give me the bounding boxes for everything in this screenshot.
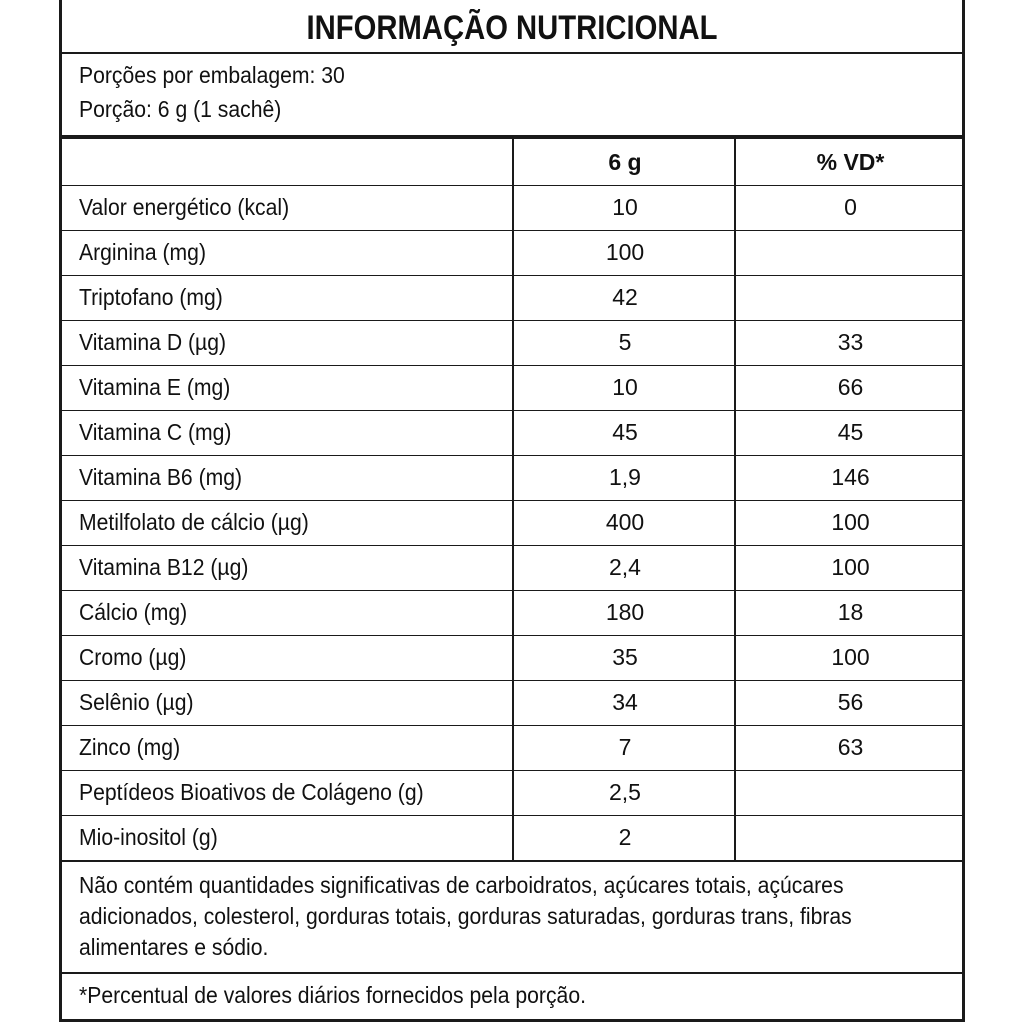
nutrient-name: Vitamina D (µg) bbox=[79, 329, 227, 355]
nutrient-daily-value: 100 bbox=[831, 554, 870, 580]
nutrient-amount: 42 bbox=[612, 284, 638, 310]
nutrient-amount: 2,4 bbox=[609, 554, 641, 580]
nutrient-daily-value: 45 bbox=[837, 419, 864, 445]
nutrient-amount: 5 bbox=[618, 329, 632, 355]
nutrient-name: Selênio (µg) bbox=[79, 689, 194, 715]
nutrient-amount: 2,5 bbox=[609, 779, 641, 805]
nutrient-name: Peptídeos Bioativos de Colágeno (g) bbox=[79, 779, 424, 805]
nutrient-daily-value: 66 bbox=[837, 374, 864, 400]
nutrient-daily-value: 100 bbox=[831, 509, 870, 535]
footnote-divider bbox=[62, 972, 962, 974]
nutrient-name: Valor energético (kcal) bbox=[79, 194, 290, 220]
nutrient-daily-value bbox=[736, 770, 965, 815]
serving-size: Porção: 6 g (1 sachê) bbox=[79, 96, 282, 122]
nutrient-daily-value: 0 bbox=[844, 194, 857, 220]
nutrient-name: Triptofano (mg) bbox=[79, 284, 223, 310]
servings-per-package: Porções por embalagem: 30 bbox=[79, 62, 345, 88]
nutrient-amount: 2 bbox=[618, 824, 632, 850]
nutrient-amount: 7 bbox=[618, 734, 632, 760]
nutrient-name: Vitamina B6 (mg) bbox=[79, 464, 243, 490]
nutrient-daily-value bbox=[736, 230, 965, 275]
nutrient-name: Metilfolato de cálcio (µg) bbox=[79, 509, 309, 535]
nutrient-daily-value: 63 bbox=[837, 734, 864, 760]
nutrient-daily-value: 100 bbox=[831, 644, 870, 670]
nutrient-name: Zinco (mg) bbox=[79, 734, 181, 760]
nutrient-name: Vitamina E (mg) bbox=[79, 374, 231, 400]
nutrient-amount: 34 bbox=[612, 689, 638, 715]
nutrient-amount: 180 bbox=[605, 599, 645, 625]
nutrient-name: Vitamina C (mg) bbox=[79, 419, 232, 445]
nutrient-name: Cromo (µg) bbox=[79, 644, 187, 670]
nutrient-amount: 35 bbox=[612, 644, 638, 670]
nutrient-name: Cálcio (mg) bbox=[79, 599, 188, 625]
nutrient-name: Mio-inositol (g) bbox=[79, 824, 218, 850]
table-bottom-divider bbox=[62, 860, 962, 862]
label-title: INFORMAÇÃO NUTRICIONAL bbox=[306, 9, 718, 47]
nutrient-daily-value bbox=[736, 815, 965, 860]
title-divider bbox=[62, 52, 962, 54]
nutrient-daily-value: 33 bbox=[837, 329, 864, 355]
nutrient-amount: 45 bbox=[612, 419, 638, 445]
nutrient-amount: 100 bbox=[605, 239, 645, 265]
nutrient-daily-value: 56 bbox=[837, 689, 864, 715]
nutrient-amount: 1,9 bbox=[609, 464, 641, 490]
nutrient-amount: 400 bbox=[605, 509, 645, 535]
nutrient-amount: 10 bbox=[612, 374, 638, 400]
column-header-amount: 6 g bbox=[608, 149, 642, 175]
column-header-daily-value: % VD* bbox=[816, 149, 885, 175]
nutrient-daily-value bbox=[736, 275, 965, 320]
nutrient-name: Arginina (mg) bbox=[79, 239, 207, 265]
nutrient-amount: 10 bbox=[612, 194, 638, 220]
nutrition-facts-panel bbox=[59, 0, 965, 1022]
footnote-text: *Percentual de valores diários fornecidos pela porção. bbox=[79, 982, 586, 1008]
nutrient-daily-value: 146 bbox=[831, 464, 870, 490]
disclaimer-text: Não contém quantidades significativas de carboidratos, açúcares totais, açúcares adicionados, colesterol, gorduras totais, gorduras saturadas, gorduras trans, fibras alimentares e sódio. bbox=[79, 872, 852, 960]
nutrient-daily-value: 18 bbox=[837, 599, 864, 625]
nutrient-name: Vitamina B12 (µg) bbox=[79, 554, 249, 580]
